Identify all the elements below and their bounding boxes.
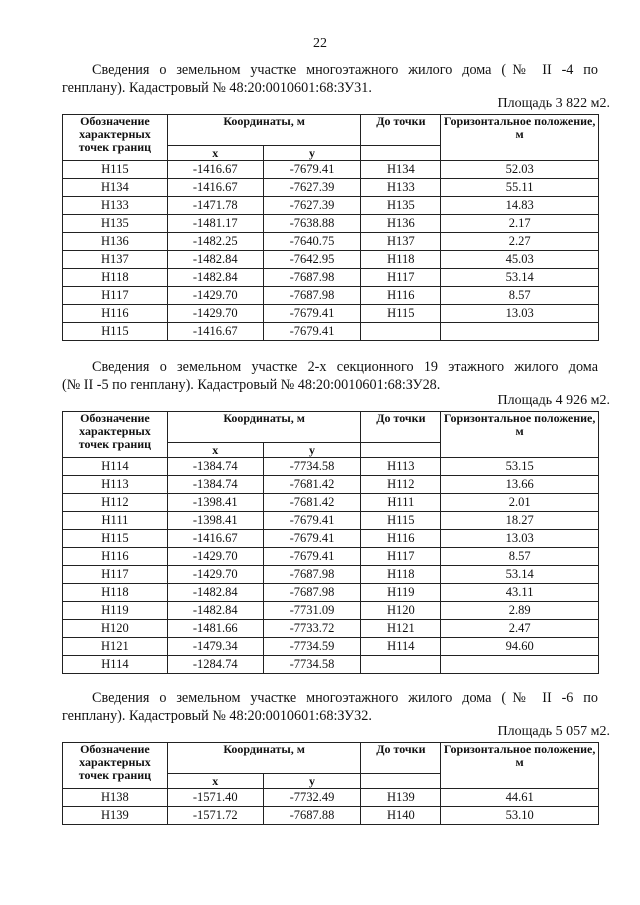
y-cell: -7679.41 bbox=[263, 512, 361, 530]
table-row bbox=[63, 458, 599, 476]
to-point-cell: Н113 bbox=[361, 458, 441, 476]
table-row bbox=[63, 323, 599, 341]
point-cell: Н119 bbox=[63, 602, 168, 620]
header-x: x bbox=[167, 146, 263, 161]
table-row bbox=[63, 161, 599, 179]
to-point-cell: Н136 bbox=[361, 215, 441, 233]
distance-cell: 8.57 bbox=[441, 287, 599, 305]
header-to-point-blank bbox=[361, 146, 441, 161]
to-point-cell: Н115 bbox=[361, 305, 441, 323]
area-label: Площадь 5 057 м2. bbox=[497, 724, 610, 739]
x-cell: -1479.34 bbox=[167, 638, 263, 656]
x-cell: -1416.67 bbox=[167, 179, 263, 197]
header-to-point-blank bbox=[361, 443, 441, 458]
distance-cell: 2.27 bbox=[441, 233, 599, 251]
table-row bbox=[63, 197, 599, 215]
distance-cell: 2.17 bbox=[441, 215, 599, 233]
to-point-cell: Н133 bbox=[361, 179, 441, 197]
header-to-point: До точки bbox=[361, 412, 441, 443]
point-cell: Н118 bbox=[63, 584, 168, 602]
distance-cell: 2.01 bbox=[441, 494, 599, 512]
distance-cell: 2.89 bbox=[441, 602, 599, 620]
table-row bbox=[63, 179, 599, 197]
point-cell: Н116 bbox=[63, 548, 168, 566]
point-cell: Н115 bbox=[63, 161, 168, 179]
to-point-cell: Н115 bbox=[361, 512, 441, 530]
distance-cell: 44.61 bbox=[441, 789, 599, 807]
x-cell: -1482.84 bbox=[167, 269, 263, 287]
y-cell: -7679.41 bbox=[263, 305, 361, 323]
point-cell: Н136 bbox=[63, 233, 168, 251]
x-cell: -1571.72 bbox=[167, 807, 263, 825]
table-row bbox=[63, 305, 599, 323]
point-cell: Н118 bbox=[63, 269, 168, 287]
distance-cell: 13.66 bbox=[441, 476, 599, 494]
y-cell: -7681.42 bbox=[263, 494, 361, 512]
table-row bbox=[63, 251, 599, 269]
header-horizontal: Горизонтальное положение, м bbox=[441, 412, 599, 458]
header-designation: Обозначение характерных точек границ bbox=[63, 743, 168, 789]
x-cell: -1384.74 bbox=[167, 476, 263, 494]
point-cell: Н133 bbox=[63, 197, 168, 215]
description-line-1: Сведения о земельном участке многоэтажного жилого дома (№ II -6 по bbox=[92, 690, 598, 706]
to-point-cell: Н120 bbox=[361, 602, 441, 620]
y-cell: -7687.88 bbox=[263, 807, 361, 825]
table-row bbox=[63, 566, 599, 584]
x-cell: -1398.41 bbox=[167, 494, 263, 512]
to-point-cell: Н135 bbox=[361, 197, 441, 215]
header-horizontal: Горизонтальное положение, м bbox=[441, 115, 599, 161]
y-cell: -7734.59 bbox=[263, 638, 361, 656]
header-x: x bbox=[167, 443, 263, 458]
x-cell: -1571.40 bbox=[167, 789, 263, 807]
y-cell: -7733.72 bbox=[263, 620, 361, 638]
y-cell: -7732.49 bbox=[263, 789, 361, 807]
table-row bbox=[63, 789, 599, 807]
area-label: Площадь 3 822 м2. bbox=[497, 96, 610, 111]
to-point-cell: Н137 bbox=[361, 233, 441, 251]
to-point-cell: Н118 bbox=[361, 251, 441, 269]
point-cell: Н135 bbox=[63, 215, 168, 233]
table-row bbox=[63, 638, 599, 656]
to-point-cell: Н134 bbox=[361, 161, 441, 179]
x-cell: -1416.67 bbox=[167, 530, 263, 548]
to-point-cell: Н112 bbox=[361, 476, 441, 494]
header-coordinates: Координаты, м bbox=[167, 743, 361, 774]
header-coordinates: Координаты, м bbox=[167, 115, 361, 146]
distance-cell: 43.11 bbox=[441, 584, 599, 602]
to-point-cell: Н116 bbox=[361, 287, 441, 305]
y-cell: -7679.41 bbox=[263, 530, 361, 548]
distance-cell: 52.03 bbox=[441, 161, 599, 179]
distance-cell: 53.14 bbox=[441, 269, 599, 287]
coordinates-table bbox=[62, 114, 599, 341]
to-point-cell: Н139 bbox=[361, 789, 441, 807]
x-cell: -1429.70 bbox=[167, 305, 263, 323]
description-line-2: генплану). Кадастровый № 48:20:0010601:68:ЗУ32. bbox=[62, 708, 372, 724]
header-y: y bbox=[263, 443, 361, 458]
y-cell: -7679.41 bbox=[263, 323, 361, 341]
description-line-2: (№ II -5 по генплану). Кадастровый № 48:20:0010601:68:ЗУ28. bbox=[62, 377, 441, 393]
header-designation: Обозначение характерных точек границ bbox=[63, 115, 168, 161]
point-cell: Н137 bbox=[63, 251, 168, 269]
y-cell: -7734.58 bbox=[263, 656, 361, 674]
to-point-cell bbox=[361, 323, 441, 341]
y-cell: -7687.98 bbox=[263, 566, 361, 584]
point-cell: Н121 bbox=[63, 638, 168, 656]
y-cell: -7734.58 bbox=[263, 458, 361, 476]
x-cell: -1284.74 bbox=[167, 656, 263, 674]
distance-cell: 94.60 bbox=[441, 638, 599, 656]
point-cell: Н115 bbox=[63, 530, 168, 548]
distance-cell: 53.10 bbox=[441, 807, 599, 825]
point-cell: Н139 bbox=[63, 807, 168, 825]
header-coordinates: Координаты, м bbox=[167, 412, 361, 443]
distance-cell: 13.03 bbox=[441, 305, 599, 323]
header-x: x bbox=[167, 774, 263, 789]
distance-cell: 45.03 bbox=[441, 251, 599, 269]
y-cell: -7687.98 bbox=[263, 287, 361, 305]
point-cell: Н117 bbox=[63, 566, 168, 584]
y-cell: -7638.88 bbox=[263, 215, 361, 233]
to-point-cell: Н116 bbox=[361, 530, 441, 548]
y-cell: -7642.95 bbox=[263, 251, 361, 269]
description-line-1: Сведения о земельном участке 2-х секционного 19 этажного жилого дома bbox=[92, 359, 598, 375]
header-to-point: До точки bbox=[361, 743, 441, 774]
table-row bbox=[63, 602, 599, 620]
x-cell: -1482.84 bbox=[167, 251, 263, 269]
distance-cell bbox=[441, 323, 599, 341]
x-cell: -1482.25 bbox=[167, 233, 263, 251]
point-cell: Н114 bbox=[63, 458, 168, 476]
x-cell: -1481.66 bbox=[167, 620, 263, 638]
header-to-point: До точки bbox=[361, 115, 441, 146]
header-to-point-blank bbox=[361, 774, 441, 789]
table-row bbox=[63, 287, 599, 305]
y-cell: -7627.39 bbox=[263, 197, 361, 215]
y-cell: -7687.98 bbox=[263, 584, 361, 602]
table-row bbox=[63, 584, 599, 602]
to-point-cell: Н117 bbox=[361, 269, 441, 287]
header-designation: Обозначение характерных точек границ bbox=[63, 412, 168, 458]
section-description bbox=[62, 689, 598, 725]
point-cell: Н117 bbox=[63, 287, 168, 305]
table-row bbox=[63, 548, 599, 566]
point-cell: Н112 bbox=[63, 494, 168, 512]
distance-cell: 8.57 bbox=[441, 548, 599, 566]
x-cell: -1429.70 bbox=[167, 287, 263, 305]
x-cell: -1416.67 bbox=[167, 161, 263, 179]
y-cell: -7679.41 bbox=[263, 161, 361, 179]
table-row bbox=[63, 620, 599, 638]
distance-cell: 14.83 bbox=[441, 197, 599, 215]
point-cell: Н116 bbox=[63, 305, 168, 323]
point-cell: Н114 bbox=[63, 656, 168, 674]
to-point-cell: Н117 bbox=[361, 548, 441, 566]
section-description bbox=[62, 61, 598, 97]
y-cell: -7640.75 bbox=[263, 233, 361, 251]
y-cell: -7687.98 bbox=[263, 269, 361, 287]
x-cell: -1398.41 bbox=[167, 512, 263, 530]
distance-cell: 55.11 bbox=[441, 179, 599, 197]
x-cell: -1471.78 bbox=[167, 197, 263, 215]
header-horizontal: Горизонтальное положение, м bbox=[441, 743, 599, 789]
table-row bbox=[63, 807, 599, 825]
y-cell: -7627.39 bbox=[263, 179, 361, 197]
y-cell: -7679.41 bbox=[263, 548, 361, 566]
distance-cell: 13.03 bbox=[441, 530, 599, 548]
point-cell: Н115 bbox=[63, 323, 168, 341]
table-row bbox=[63, 233, 599, 251]
to-point-cell: Н140 bbox=[361, 807, 441, 825]
to-point-cell bbox=[361, 656, 441, 674]
table-row bbox=[63, 476, 599, 494]
x-cell: -1481.17 bbox=[167, 215, 263, 233]
header-y: y bbox=[263, 146, 361, 161]
coordinates-table bbox=[62, 411, 599, 674]
distance-cell: 53.14 bbox=[441, 566, 599, 584]
point-cell: Н134 bbox=[63, 179, 168, 197]
distance-cell bbox=[441, 656, 599, 674]
x-cell: -1482.84 bbox=[167, 584, 263, 602]
point-cell: Н113 bbox=[63, 476, 168, 494]
point-cell: Н111 bbox=[63, 512, 168, 530]
to-point-cell: Н114 bbox=[361, 638, 441, 656]
distance-cell: 2.47 bbox=[441, 620, 599, 638]
y-cell: -7731.09 bbox=[263, 602, 361, 620]
description-line-2: генплану). Кадастровый № 48:20:0010601:68:ЗУ31. bbox=[62, 80, 372, 96]
page-number: 22 bbox=[313, 36, 327, 51]
header-y: y bbox=[263, 774, 361, 789]
distance-cell: 18.27 bbox=[441, 512, 599, 530]
x-cell: -1429.70 bbox=[167, 566, 263, 584]
y-cell: -7681.42 bbox=[263, 476, 361, 494]
point-cell: Н120 bbox=[63, 620, 168, 638]
description-line-1: Сведения о земельном участке многоэтажного жилого дома (№ II -4 по bbox=[92, 62, 598, 78]
table-row bbox=[63, 269, 599, 287]
to-point-cell: Н111 bbox=[361, 494, 441, 512]
x-cell: -1482.84 bbox=[167, 602, 263, 620]
table-row bbox=[63, 530, 599, 548]
point-cell: Н138 bbox=[63, 789, 168, 807]
section-description bbox=[62, 358, 598, 394]
to-point-cell: Н121 bbox=[361, 620, 441, 638]
x-cell: -1384.74 bbox=[167, 458, 263, 476]
table-row bbox=[63, 215, 599, 233]
table-row bbox=[63, 656, 599, 674]
to-point-cell: Н118 bbox=[361, 566, 441, 584]
distance-cell: 53.15 bbox=[441, 458, 599, 476]
x-cell: -1416.67 bbox=[167, 323, 263, 341]
table-row bbox=[63, 512, 599, 530]
x-cell: -1429.70 bbox=[167, 548, 263, 566]
table-row bbox=[63, 494, 599, 512]
to-point-cell: Н119 bbox=[361, 584, 441, 602]
coordinates-table bbox=[62, 742, 599, 825]
area-label: Площадь 4 926 м2. bbox=[497, 393, 610, 408]
